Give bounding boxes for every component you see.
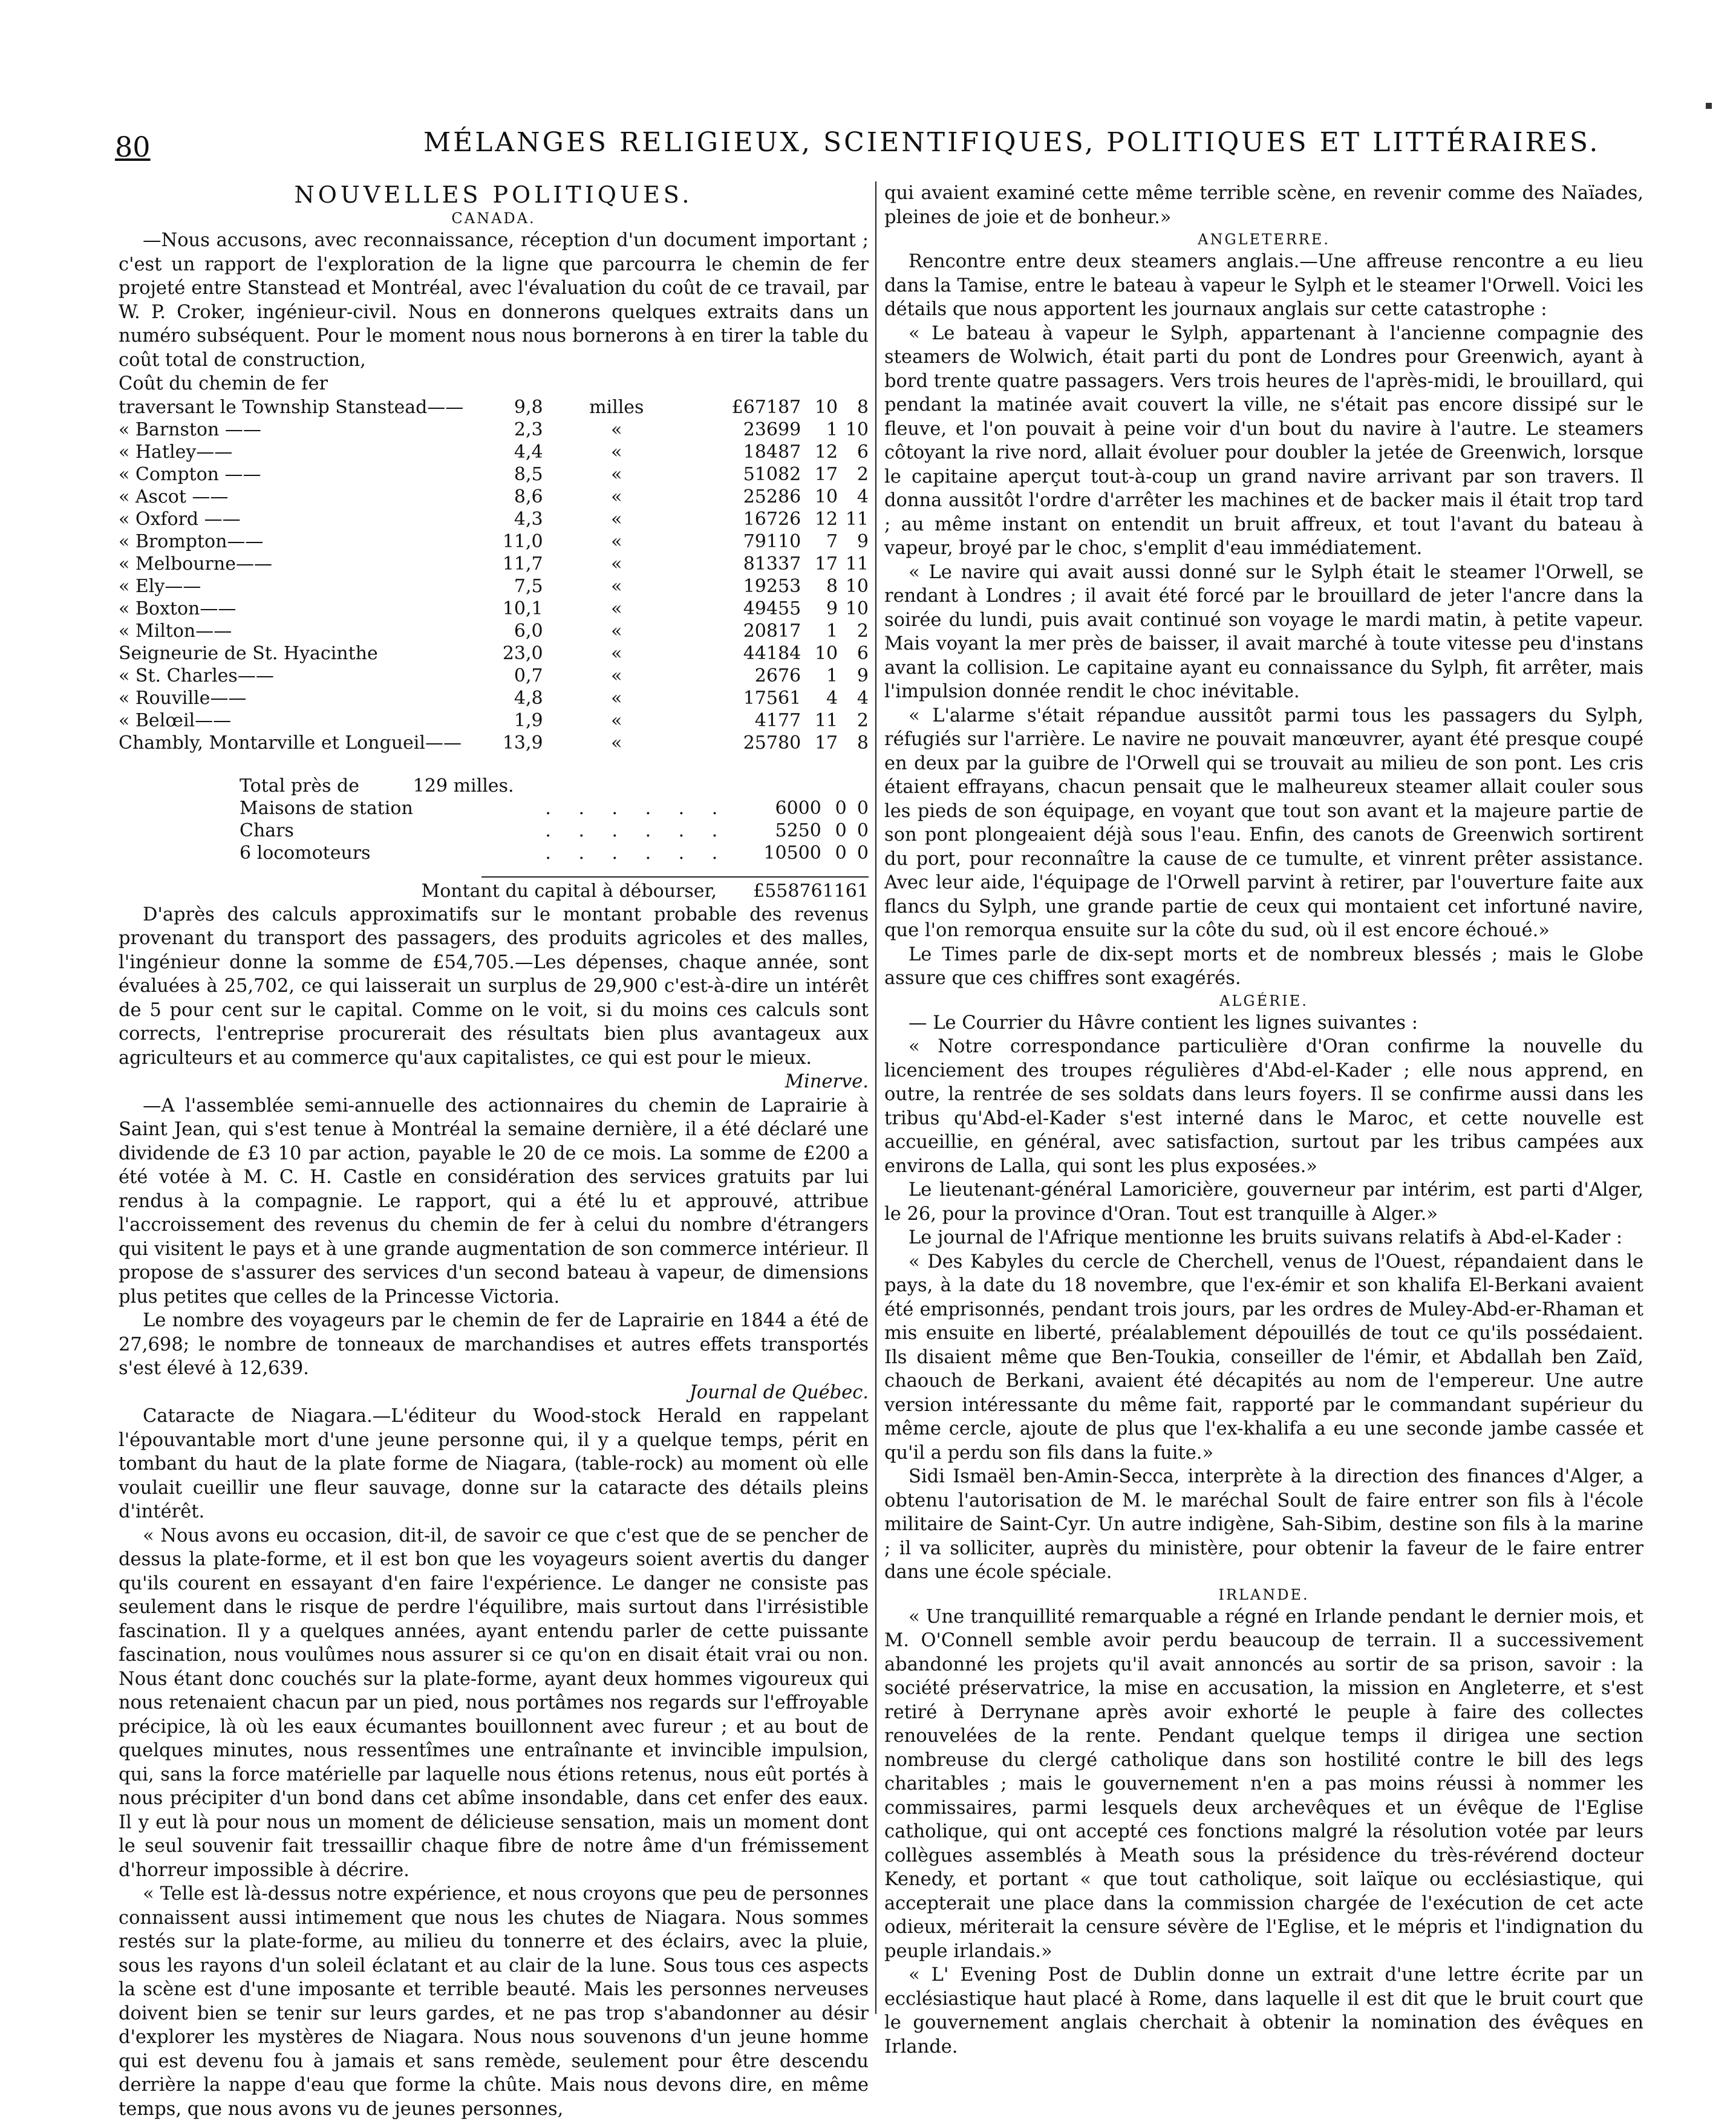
sylph-paragraph-3: « L'alarme s'était répandue aussitôt parmi tous les passagers du Sylph, réfugiés sur l'arrière. Le navire ne pouvait manœuvrer, ayant été presque coupé en deux par la guibre de l'Orwell qui se trouvait au milieu de son pont. Les cris étaient effrayans, chacun pensait que le malheureux steamer allait couler sous les pieds de son équipage, en voyant que tout son avant et la majeure partie de son pont plongeaient déjà sous l'eau. Enfin, des canots de Greenwich sortirent du port, pour reconnaître la cause de ce tumulte, et vinrent prêter assistance. Avec leur aide, l'équipage de l'Orwell parvint à retirer, par l'ouverture faite aux flancs du Sylph, une grande partie de ceux qui montaient cet infortuné navire, que l'on remorqua ensuite sur la côte du sud, où il est encore échoué.» xyxy=(884,705,1643,941)
cost-row-place: « Oxford —— xyxy=(119,508,241,530)
page-number: 80 xyxy=(115,131,151,163)
cost-row xyxy=(119,396,869,419)
cost-row-pence: 11 xyxy=(845,508,869,530)
article-voyageurs: Le nombre des voyageurs par le chemin de fer de Laprairie en 1844 a été de 27,698; le nombre de tonneaux de marchandises et autres effets transportés s'est élevé à 12,639. xyxy=(119,1310,869,1379)
cost-row-miles: 10,1 xyxy=(502,598,543,619)
running-title: MÉLANGES RELIGIEUX, SCIENTIFIQUES, POLITIQUES ET LITTÉRAIRES. xyxy=(423,127,1601,158)
cost-row-shillings: 4 xyxy=(826,687,838,709)
cost-row-pence: 9 xyxy=(857,530,869,552)
cost-row-miles: 8,6 xyxy=(514,486,543,507)
totals-row xyxy=(119,842,869,864)
source-minerve: Minerve. xyxy=(785,1071,869,1092)
totals-row-label: Chars xyxy=(240,819,294,841)
source-journal-quebec: Journal de Québec. xyxy=(689,1381,869,1403)
cost-row-shillings: 7 xyxy=(826,530,838,552)
article-courrier-havre: — Le Courrier du Hâvre contient les lignes suivantes : xyxy=(909,1012,1418,1034)
cost-row-shillings: 12 xyxy=(814,508,838,530)
cost-row-shillings: 1 xyxy=(826,620,838,642)
sylph-paragraph-1: « Le bateau à vapeur le Sylph, appartenant à l'ancienne compagnie des steamers de Wolwich, était parti du pont de Londres pour Greenwich, ayant à bord trente quatre passagers. Vers trois heures de l'après-midi, le brouillard, qui pendant la matinée avait couvert la ville, ne s'était pas encore dissipé sur le fleuve, et l'on pouvait à peine voir d'un bout du navire à l'autre. Le steamers côtoyant la rive nord, allait évoluer pour doubler la jetée de Greenwich, lorsque le capitaine aperçut tout-à-coup un grand navire arrivant par son travers. Il donna aussitôt l'ordre d'arrêter les machines et de backer mais il était trop tard ; au même instant on entendit un bruit affreux, et tout l'avant du bateau à vapeur, broyé par le choc, s'emplit d'eau immédiatement. xyxy=(884,322,1643,559)
cost-row-miles: 4,8 xyxy=(514,687,543,709)
grand-total-row xyxy=(421,876,869,903)
cost-row-shillings: 11 xyxy=(814,709,838,731)
cost-row-pounds: 16726 xyxy=(743,508,801,530)
cost-row-unit: « xyxy=(611,687,622,709)
totals-table xyxy=(119,775,869,864)
cost-row-pounds: 20817 xyxy=(743,620,801,642)
totals-row-pence: 0 xyxy=(857,819,869,841)
article-canada-intro: —Nous accusons, avec reconnaissance, réception d'un document important ; c'est un rapport de l'exploration de la ligne que parcourra le chemin de fer projeté entre Stanstead et Montréal, avec l'évaluation du coût de ce travail, par W. P. Croker, ingénieur-civil. Nous en donnerons quelques extraits dans un numéro subséquent. Pour le moment nous nous bornerons à en tirer la table du coût total de construction, xyxy=(119,230,869,371)
cost-row-pounds: 2676 xyxy=(754,665,801,686)
totals-row-label: 6 locomoteurs xyxy=(240,842,371,864)
cost-row xyxy=(119,598,869,620)
article-times: Le Times parle de dix-sept morts et de nombreux blessés ; mais le Globe assure que ces chiffres sont exagérés. xyxy=(884,943,1643,989)
cost-row-pounds: 79110 xyxy=(743,530,801,552)
cost-row-pounds: 18487 xyxy=(743,441,801,463)
cost-row-pence: 6 xyxy=(857,441,869,463)
niagara-quote-1: « Nous avons eu occasion, dit-il, de savoir ce que c'est que de se pencher de dessus la plate-forme, et il est bon que les voyageurs soient avertis du danger qu'ils courent en essayant d'en faire l'expérience. Le danger ne consiste pas seulement dans le risque de perdre l'équilibre, mais surtout dans l'irrésistible fascination. Il y a quelques années, ayant entendu parler de cette puissante fascination, nous voulûmes nous assurer si ce qu'on en disait était vrai ou non. Nous étant donc couchés sur la plate-forme, ayant deux hommes vigoureux qui nous retenaient chacun par un pied, nous portâmes nos regards sur l'effroyable précipice, là où les eaux écumantes bouillonnent avec fureur ; et au bout de quelques minutes, nous ressentîmes une entraînante et invincible impulsion, qui, sans la force matérielle par laquelle nous étions retenus, nous eût portés à nous précipiter d'un bond dans cet abîme insondable, dans cet enfer des eaux. Il y eut là pour nous un moment de délicieuse sensation, mais un moment dont le seul souvenir fait tressaillir chaque fibre de notre âme d'un frémissement d'horreur impossible à décrire. xyxy=(119,1525,869,1881)
cost-row xyxy=(119,665,869,687)
cost-row-place: Seigneurie de St. Hyacinthe xyxy=(119,642,378,664)
cost-row-pence: 10 xyxy=(845,598,869,619)
grand-total-label: Montant du capital à débourser, xyxy=(421,880,717,902)
grand-total-shillings: 16 xyxy=(834,880,857,902)
cost-row-place: « Rouville—— xyxy=(119,687,247,709)
left-column xyxy=(119,181,869,2121)
article-ismael: Sidi Ismaël ben-Amin-Secca, interprète à la direction des finances d'Alger, a obtenu l'autorisation de M. le maréchal Soult de faire entrer son fils à l'école militaire de Saint-Cyr. Un autre indigène, Sah-Sibim, destine son fils à la marine ; il va solliciter, auprès du ministère, pour obtenir la faveur de le faire entrer dans une école spéciale. xyxy=(884,1466,1643,1583)
cost-row-miles: 7,5 xyxy=(514,575,543,597)
article-evening-post: « L' Evening Post de Dublin donne un extrait d'une lettre écrite par un ecclésiastique haut placé à Rome, dans laquelle il est dit que le bruit court que le gouvernement anglais cherchait à obtenir la nomination des évêques en Irlande. xyxy=(884,1964,1643,2057)
cost-row xyxy=(119,642,869,665)
cost-row-pence: 11 xyxy=(845,553,869,575)
totals-row-value: 129 milles. xyxy=(413,775,514,797)
cost-row-shillings: 17 xyxy=(814,553,838,575)
article-steamers: Rencontre entre deux steamers anglais.—Une affreuse rencontre a eu lieu dans la Tamise, entre le bateau à vapeur le Sylph et le steamer l'Orwell. Voici les détails que nous apportent les journaux anglais sur cette catastrophe : xyxy=(884,251,1643,320)
cost-row xyxy=(119,463,869,486)
cost-row-pence: 4 xyxy=(857,486,869,507)
cost-row-shillings: 10 xyxy=(814,486,838,507)
totals-row-pence: 0 xyxy=(857,797,869,819)
cost-row xyxy=(119,419,869,441)
cost-row-pence: 4 xyxy=(857,687,869,709)
cost-row-pounds: 49455 xyxy=(743,598,801,619)
cost-row-unit: « xyxy=(611,486,622,507)
cost-row-pounds: 25286 xyxy=(743,486,801,507)
article-irlande: « Une tranquillité remarquable a régné en Irlande pendant le dernier mois, et M. O'Connell semble avoir perdu beaucoup de terrain. Il a successivement abandonné les projets qu'il avait annoncés au sortir de sa prison, savoir : la société préservatrice, la mise en accusation, la mission en Angleterre, et s'est retiré à Derrynane après avoir exhorté le peuple à faire des collectes renouvelées de la rente. Pendant quelque temps il dirigea une section nombreuse du clergé catholique dans son hostilité contre le bill des legs charitables ; mais le gouvernement n'en a pas moins réussi à nommer les commissaires, parmi lesquels deux archevêques et un évêque de l'Eglise catholique, qui ont accepté ces fonctions malgré la résolution votée par leurs collègues assemblés à Meath sous la présidence du très-révérend docteur Kenedy, et portant « que tout catholique, soit laïque ou ecclésiastique, qui accepterait une place dans la commission chargée de l'exécution de cet acte odieux, mériterait la censure sévère de l'Eglise, et le mépris et l'indignation du peuple irlandais.» xyxy=(884,1606,1643,1962)
section-title: NOUVELLES POLITIQUES. xyxy=(294,181,693,208)
article-laprairie: —A l'assemblée semi-annuelle des actionnaires du chemin de Laprairie à Saint Jean, qui s'est tenue à Montréal la semaine dernière, il a été déclaré une dividende de £3 10 par action, payable le 20 de ce mois. La somme de £200 a été votée à M. C. H. Castle en considération des services gratuits par lui rendus à la compagnie. Le rapport, qui a été lu et approuvé, attribue l'accroissement des revenus du chemin de fer à celui du nombre d'étrangers qui visitent le pays et à une grande augmentation de son commerce intérieur. Il propose de s'assurer des services d'un second bateau à vapeur, de dimensions plus petites que celles de la Princesse Victoria. xyxy=(119,1095,869,1308)
cost-row xyxy=(119,508,869,530)
cost-row-unit: « xyxy=(611,732,622,754)
cost-row-shillings: 9 xyxy=(826,598,838,619)
cost-row-unit: « xyxy=(611,553,622,575)
cost-row-miles: 4,4 xyxy=(514,441,543,463)
article-afrique: Le journal de l'Afrique mentionne les bruits suivans relatifs à Abd-el-Kader : xyxy=(909,1227,1623,1248)
niagara-quote-2: « Telle est là-dessus notre expérience, et nous croyons que peu de personnes connaissent aussi intimement que nous les chutes de Niagara. Nous sommes restés sur la plate-forme, au milieu du tonnerre et des éclairs, avec la pluie, sous les rayons d'un soleil éclatant et au clair de la lune. Sous tous ces aspects la scène est d'une imposante et terrible beauté. Mais les personnes nerveuses doivent bien se tenir sur leurs gardes, et ne pas trop s'abandonner au désir d'explorer les mystères de Niagara. Nous nous souvenons d'un jeune homme qui est devenu fou à jamais et sans remède, seulement pour être descendu derrière la nappe d'eau que forme la chûte. Mais nous devons dire, en même temps, que nous avons vu de jeunes personnes, xyxy=(119,1883,869,2120)
cost-row-pence: 2 xyxy=(857,709,869,731)
cost-row-unit: milles xyxy=(589,396,644,418)
cost-row-shillings: 10 xyxy=(814,396,838,418)
cost-row-pounds: 51082 xyxy=(743,463,801,485)
cost-row-pence: 2 xyxy=(857,620,869,642)
cost-row-pence: 6 xyxy=(857,642,869,664)
grand-total-pounds: £558761 xyxy=(753,880,834,902)
cost-row-place: Chambly, Montarville et Longueil—— xyxy=(119,732,462,754)
cost-row-place: « Barnston —— xyxy=(119,419,261,440)
cost-row xyxy=(119,530,869,553)
cost-row-pence: 10 xyxy=(845,575,869,597)
cost-row-place: « St. Charles—— xyxy=(119,665,274,686)
cost-row-place: « Compton —— xyxy=(119,463,261,485)
cost-row-pence: 8 xyxy=(857,732,869,754)
cost-row-unit: « xyxy=(611,598,622,619)
cost-row-pounds: 17561 xyxy=(743,687,801,709)
cost-row-place: « Brompton—— xyxy=(119,530,264,552)
cost-row-unit: « xyxy=(611,419,622,440)
section-subtitle-irlande: IRLANDE. xyxy=(1218,1586,1310,1603)
cost-row-shillings: 8 xyxy=(826,575,838,597)
totals-row-pounds: 6000 xyxy=(775,797,821,819)
cost-row-shillings: 17 xyxy=(814,463,838,485)
article-oran: « Notre correspondance particulière d'Oran confirme la nouvelle du licenciement des troupes régulières d'Abd-el-Kader ; elle nous apprend, en outre, la rentrée de ses soldats dans leurs foyers. Il se confirme aussi dans les tribus qu'Abd-el-Kader s'est interné dans le Maroc, et cette nouvelle est accueillie, en général, avec satisfaction, surtout par les tribus campées aux environs de Lalla, qui sont les plus exposées.» xyxy=(884,1036,1643,1177)
totals-row-pounds: 5250 xyxy=(775,819,821,841)
cost-row-place: « Ascot —— xyxy=(119,486,229,507)
cost-row xyxy=(119,575,869,598)
cost-row-miles: 11,7 xyxy=(502,553,543,575)
totals-row-pounds: 10500 xyxy=(763,842,821,864)
cost-row-pence: 8 xyxy=(857,396,869,418)
totals-row-shillings: 0 xyxy=(835,842,847,864)
cost-row xyxy=(119,553,869,575)
right-column xyxy=(884,181,1643,2059)
cost-row xyxy=(119,486,869,508)
cost-row-pounds: 81337 xyxy=(743,553,801,575)
totals-row-shillings: 0 xyxy=(835,797,847,819)
cost-row-unit: « xyxy=(611,575,622,597)
totals-row-value xyxy=(413,797,546,819)
grand-total-pence: 1 xyxy=(857,880,869,902)
cost-row-place: « Hatley—— xyxy=(119,441,233,463)
cost-row-place: « Ely—— xyxy=(119,575,201,597)
cost-row-miles: 0,7 xyxy=(514,665,543,686)
totals-row-pence: 0 xyxy=(857,842,869,864)
cost-row-pounds: 25780 xyxy=(743,732,801,754)
cost-row-pounds: 23699 xyxy=(743,419,801,440)
cost-row-shillings: 17 xyxy=(814,732,838,754)
article-lamoriciere: Le lieutenant-général Lamoricière, gouverneur par intérim, est parti d'Alger, le 26, pour la province d'Oran. Tout est tranquille à Alger.» xyxy=(884,1179,1643,1225)
cost-row-unit: « xyxy=(611,508,622,530)
totals-row xyxy=(119,797,869,819)
cost-row xyxy=(119,687,869,709)
printer-mark xyxy=(1706,103,1712,109)
cost-row-unit: « xyxy=(611,709,622,731)
article-niagara: Cataracte de Niagara.—L'éditeur du Wood-stock Herald en rappelant l'épouvantable mort d'une jeune personne qui, il y a quelque temps, périt en tombant du haut de la plate forme de Niagara, (table-rock) au moment où elle voulait cueillir une fleur sauvage, donne sur la cataracte des détails pleins d'intérêt. xyxy=(119,1406,869,1522)
cost-row-unit: « xyxy=(611,620,622,642)
cost-row-miles: 11,0 xyxy=(502,530,543,552)
section-subtitle-canada: CANADA. xyxy=(451,210,536,227)
section-subtitle-angleterre: ANGLETERRE. xyxy=(1198,231,1330,248)
cost-row-place: « Milton—— xyxy=(119,620,232,642)
cost-row-pounds: 44184 xyxy=(743,642,801,664)
cost-table xyxy=(119,396,869,754)
cost-row xyxy=(119,441,869,463)
totals-row-leader xyxy=(545,775,728,797)
cost-row-shillings: 12 xyxy=(814,441,838,463)
cost-row-place: « Boxton—— xyxy=(119,598,237,619)
cost-row-miles: 9,8 xyxy=(514,396,543,418)
totals-row xyxy=(119,775,869,797)
totals-row-label: Maisons de station xyxy=(240,797,413,819)
totals-row-value xyxy=(413,842,546,864)
cost-row-shillings: 1 xyxy=(826,419,838,440)
cost-row-pence: 9 xyxy=(857,665,869,686)
cost-row xyxy=(119,620,869,642)
cost-row xyxy=(119,732,869,754)
cost-row-unit: « xyxy=(611,530,622,552)
cost-row-place: traversant le Township Stanstead—— xyxy=(119,396,464,418)
cost-row-unit: « xyxy=(611,441,622,463)
cost-row-pence: 10 xyxy=(845,419,869,440)
cost-row-miles: 4,3 xyxy=(514,508,543,530)
article-kabyles: « Des Kabyles du cercle de Cherchell, venus de l'Ouest, répandaient dans le pays, à la date du 18 novembre, que l'ex-émir et son khalifa El-Berkani avaient été emprisonnés, pendant trois jours, par les ordres de Muley-Abd-er-Rhaman et mis ensuite en liberté, préalablement dépouillés de tout ce qu'ils possédaient. Ils disaient même que Ben-Toukia, conseiller de l'émir, et Abdallah ben Zaïd, chaouch de Berkani, avaient été décapités au nom de l'empereur. Une autre version intéressante du même fait, rapporté par le commandant supérieur du même cercle, ajoute de plus que l'ex-khalifa a eu une seconde jambe cassée et qu'il a perdu son fils dans la fuite.» xyxy=(884,1251,1643,1464)
totals-row-pence xyxy=(847,775,869,797)
sylph-paragraph-2: « Le navire qui avait aussi donné sur le Sylph était le steamer l'Orwell, se rendant à Londres ; il avait été forcé par le brouillard de jeter l'ancre dans la soirée du lundi, puis avait continué son voyage le mardi matin, à petite vapeur. Mais voyant la mer près de baisser, il avait marché à toute vitesse peu d'instans avant la collision. Le capitaine ayant eu connaissance du Sylph, fit arrêter, mais l'impulsion donnée rendit le choc inévitable. xyxy=(884,561,1643,702)
totals-row-leader: . . . . . . xyxy=(545,819,729,841)
totals-row-leader: . . . . . . xyxy=(545,842,729,864)
cost-row-unit: « xyxy=(611,463,622,485)
cost-row-shillings: 10 xyxy=(814,642,838,664)
niagara-continuation: qui avaient examiné cette même terrible scène, en revenir comme des Naïades, pleines de joie et de bonheur.» xyxy=(884,183,1643,228)
totals-row xyxy=(119,819,869,842)
cost-row-miles: 2,3 xyxy=(514,419,543,440)
cost-row-pounds: 19253 xyxy=(743,575,801,597)
cost-row-pounds: 4177 xyxy=(754,709,801,731)
cost-row-shillings: 1 xyxy=(826,665,838,686)
totals-row-pounds xyxy=(728,775,821,797)
cost-row-unit: « xyxy=(611,642,622,664)
page-header xyxy=(109,127,1645,169)
cost-row-miles: 23,0 xyxy=(502,642,543,664)
cost-row-miles: 13,9 xyxy=(502,732,543,754)
cost-row-miles: 1,9 xyxy=(514,709,543,731)
article-revenus: D'après des calculs approximatifs sur le montant probable des revenus provenant du transport des passagers, des produits agricoles et des malles, l'ingénieur donne la somme de £54,705.—Les dépenses, chaque année, sont évaluées à 25,702, ce qui laisserait un surplus de 29,900 c'est-à-dire un intérêt de 5 pour cent sur le capital. Comme on le voit, si du moins ces calculs sont corrects, l'entreprise procurerait des résultats bien plus avantageux aux agriculteurs et au commerce qu'aux capitalistes, ce qui est pour le mieux. xyxy=(119,904,869,1069)
totals-row-shillings xyxy=(821,775,847,797)
cost-row-miles: 8,5 xyxy=(514,463,543,485)
totals-row-label: Total près de xyxy=(240,775,360,797)
totals-row-shillings: 0 xyxy=(835,819,847,841)
cost-row xyxy=(119,709,869,732)
cost-row-pounds: £67187 xyxy=(731,396,801,418)
cost-row-place: « Melbourne—— xyxy=(119,553,272,575)
totals-row-value xyxy=(413,819,546,842)
cost-table-header: Coût du chemin de fer xyxy=(119,373,328,394)
totals-row-leader: . . . . . . xyxy=(545,797,729,819)
cost-row-miles: 6,0 xyxy=(514,620,543,642)
cost-row-pence: 2 xyxy=(857,463,869,485)
cost-row-unit: « xyxy=(611,665,622,686)
section-subtitle-algerie: ALGÉRIE. xyxy=(1219,992,1308,1009)
column-divider xyxy=(875,181,876,2014)
cost-row-place: « Belœil—— xyxy=(119,709,232,731)
